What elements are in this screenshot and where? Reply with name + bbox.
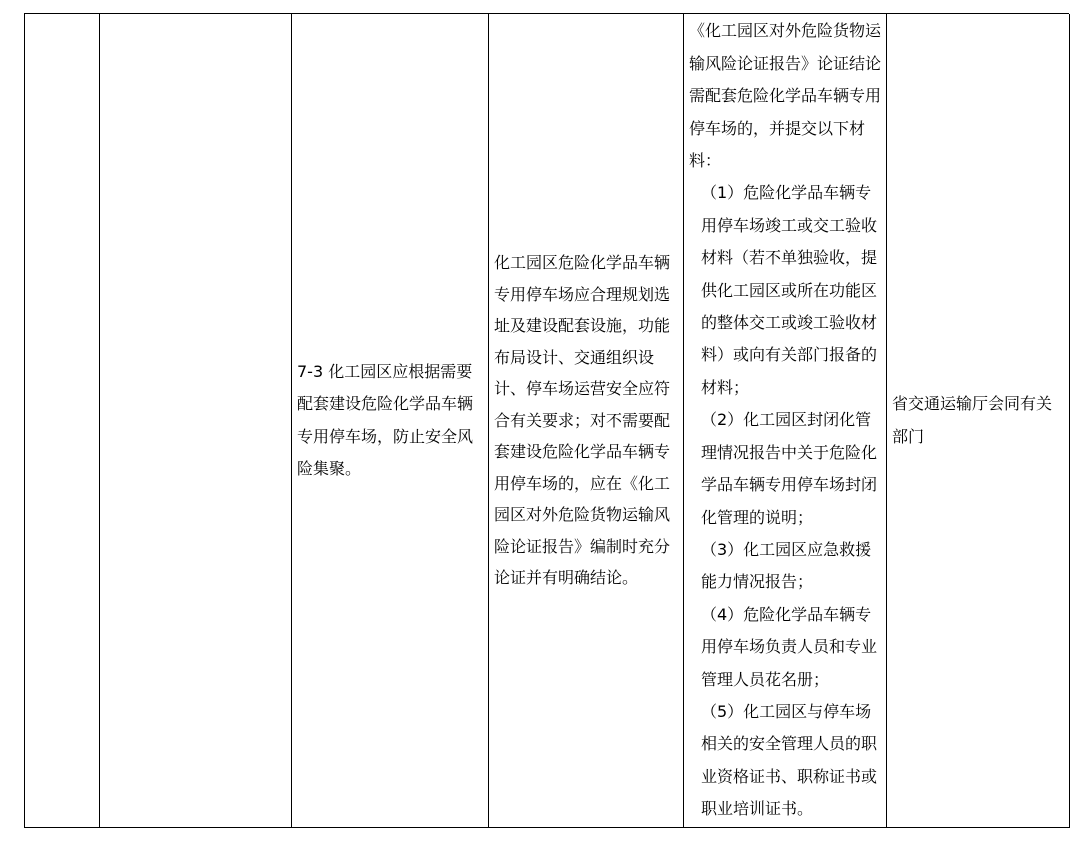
table-cell-requirement bbox=[292, 14, 489, 828]
materials-item-3: （3）化工园区应急救援能力情况报告； bbox=[701, 539, 872, 592]
table-cell-department bbox=[887, 14, 1070, 828]
table-cell-col1 bbox=[25, 14, 100, 828]
standard-text: 化工园区危险化学品车辆专用停车场应合理规划选址及建设配套设施，功能布局设计、交通组织设计、停车场运营安全应符合有关要求；对不需要配套建设危险化学品车辆专用停车场的，应在《化工园区对外危险货物运输风险论证报告》编制时充分论证并有明确结论。 bbox=[494, 253, 671, 588]
requirements-table bbox=[24, 13, 1069, 828]
materials-block bbox=[689, 15, 882, 825]
materials-intro: 《化工园区对外危险货物运输风险论证报告》论证结论需配套危险化学品车辆专用停车场的，并提交以下材料： bbox=[689, 21, 882, 171]
requirement-text: 7-3 化工园区应根据需要配套建设危险化学品车辆专用停车场，防止安全风险集聚。 bbox=[297, 361, 474, 478]
materials-item-5: （5）化工园区与停车场相关的安全管理人员的职业资格证书、职称证书或职业培训证书。 bbox=[701, 701, 878, 819]
table-cell-standard bbox=[489, 14, 684, 828]
materials-item-4: （4）危险化学品车辆专用停车场负责人员和专业管理人员花名册； bbox=[701, 604, 878, 689]
table-cell-materials bbox=[684, 14, 887, 828]
table-cell-col2 bbox=[100, 14, 292, 828]
department-text: 省交通运输厅会同有关部门 bbox=[892, 394, 1053, 446]
materials-item-2: （2）化工园区封闭化管理情况报告中关于危险化学品车辆专用停车场封闭化管理的说明； bbox=[701, 410, 878, 527]
materials-item-1: （1）危险化学品车辆专用停车场竣工或交工验收材料（若不单独验收，提供化工园区或所在功能区的整体交工或竣工验收材料）或向有关部门报备的材料； bbox=[701, 183, 878, 397]
